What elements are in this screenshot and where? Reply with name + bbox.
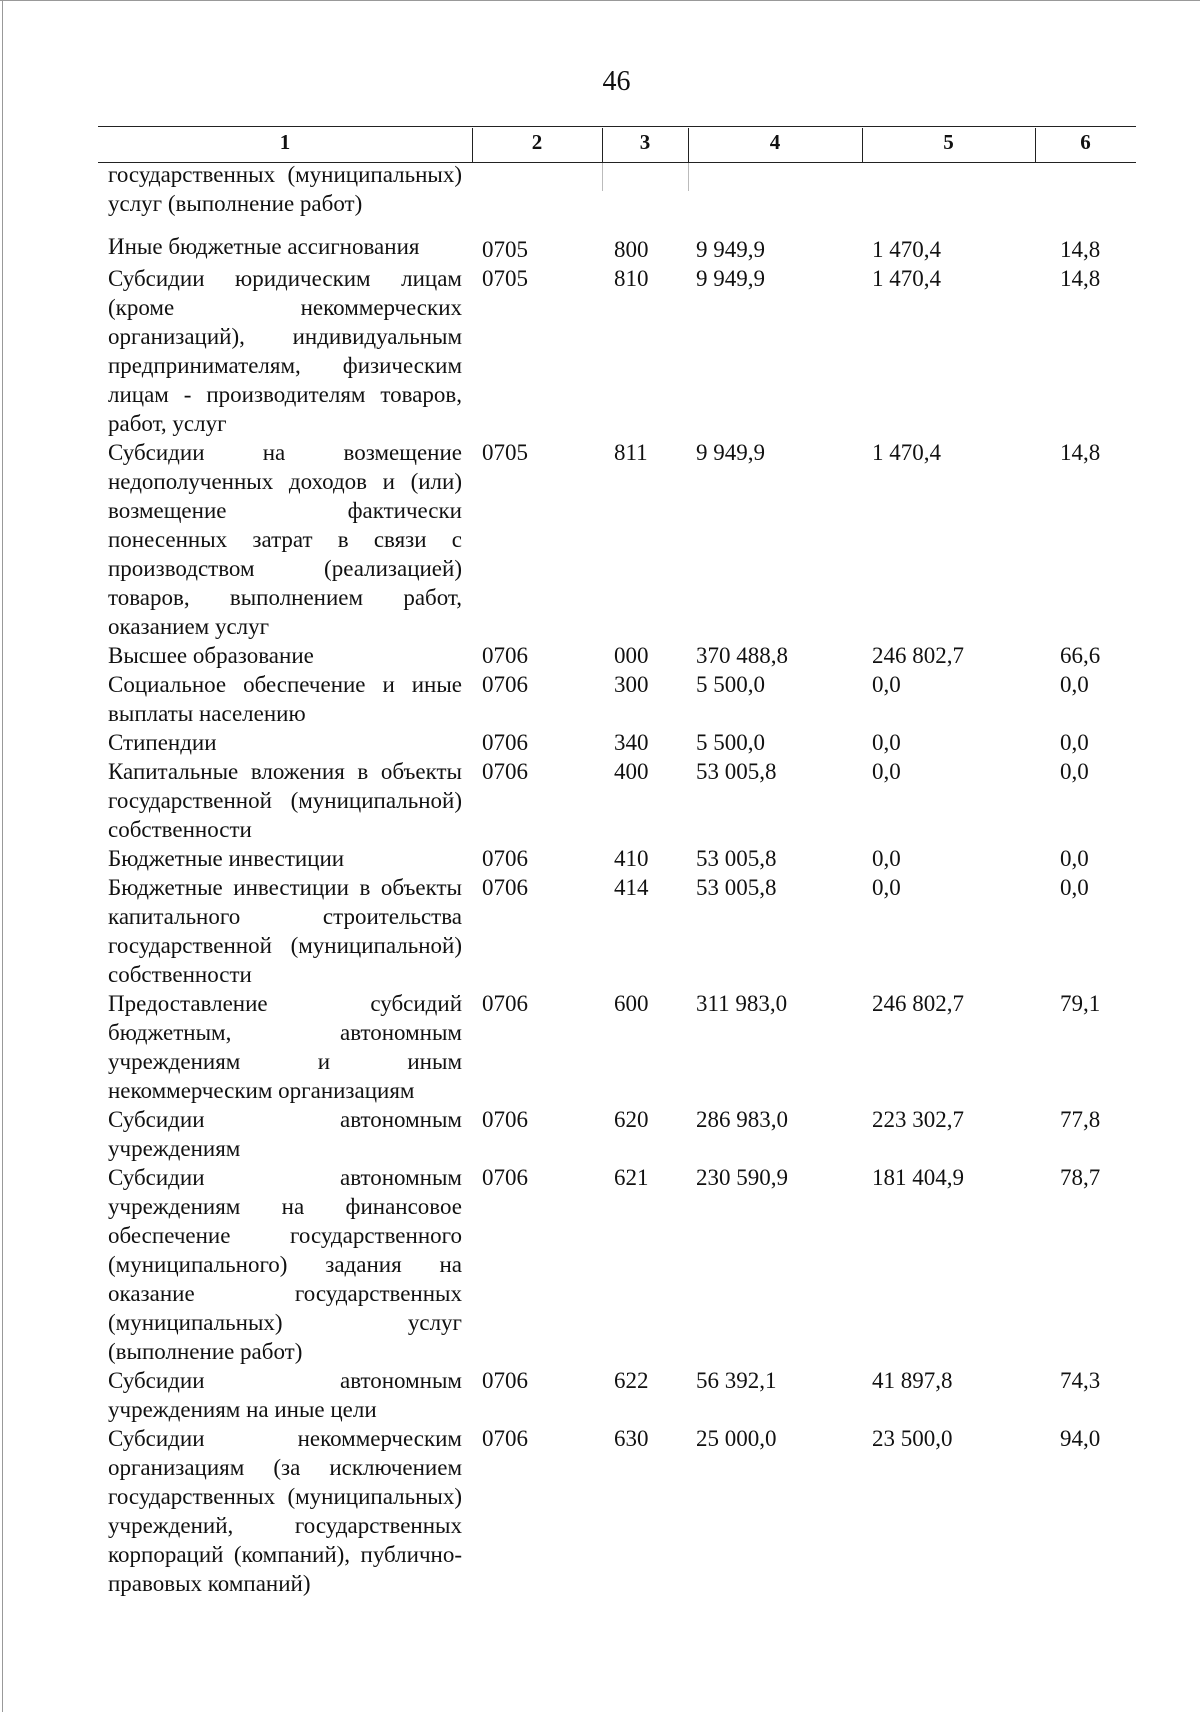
row-expense-type: 630 xyxy=(614,1426,649,1451)
row-gap xyxy=(108,218,1138,232)
row-fact: 1 470,4 xyxy=(872,237,941,262)
row-name: Высшее образование xyxy=(108,643,314,668)
table-row xyxy=(108,1105,1138,1163)
row-section-code: 0706 xyxy=(482,1165,528,1190)
row-fact: 0,0 xyxy=(872,875,901,900)
row-section-code: 0706 xyxy=(482,1107,528,1132)
row-name: Субсидии автономным учреждениям на финансовое обеспечение государственного (муниципального) задания на оказание государственных (муниципальных) услуг (выполнение работ) xyxy=(108,1165,462,1364)
row-expense-type: 622 xyxy=(614,1368,649,1393)
table-row xyxy=(108,670,1138,728)
row-section-code: 0706 xyxy=(482,1426,528,1451)
row-percent xyxy=(1046,160,1130,163)
row-name: Субсидии автономным учреждениям на иные цели xyxy=(108,1368,462,1422)
row-plan: 53 005,8 xyxy=(696,875,777,900)
row-fact: 223 302,7 xyxy=(872,1107,964,1132)
row-plan: 286 983,0 xyxy=(696,1107,788,1132)
row-percent: 14,8 xyxy=(1060,266,1101,291)
row-section-code: 0706 xyxy=(482,875,528,900)
row-name: Предоставление субсидий бюджетным, автономным учреждениям и иным некоммерческим организациям xyxy=(108,991,462,1103)
row-section-code: 0705 xyxy=(482,440,528,465)
row-fact: 41 897,8 xyxy=(872,1368,953,1393)
row-expense-type: 414 xyxy=(614,875,649,900)
table-row xyxy=(108,989,1138,1105)
row-expense-type: 621 xyxy=(614,1165,649,1190)
row-section-code: 0706 xyxy=(482,1368,528,1393)
row-section-code: 0705 xyxy=(482,266,528,291)
row-plan: 5 500,0 xyxy=(696,672,765,697)
row-name: Иные бюджетные ассигнования xyxy=(108,234,420,259)
header-col-4: 4 xyxy=(769,130,781,154)
row-percent: 78,7 xyxy=(1060,1165,1101,1190)
row-percent: 77,8 xyxy=(1060,1107,1101,1132)
row-fact: 1 470,4 xyxy=(872,266,941,291)
row-expense-type: 811 xyxy=(614,440,648,465)
header-col-3: 3 xyxy=(639,130,651,154)
row-percent: 79,1 xyxy=(1060,991,1101,1016)
row-plan: 53 005,8 xyxy=(696,759,777,784)
row-expense-type: 300 xyxy=(614,672,649,697)
row-section-code: 0706 xyxy=(482,643,528,668)
row-expense-type xyxy=(610,160,696,163)
row-percent: 0,0 xyxy=(1060,875,1089,900)
row-fact: 0,0 xyxy=(872,672,901,697)
page-number: 46 xyxy=(602,66,631,97)
row-percent: 14,8 xyxy=(1060,237,1101,262)
row-name: Капитальные вложения в объекты государственной (муниципальной) собственности xyxy=(108,759,462,842)
row-percent: 66,6 xyxy=(1060,643,1101,668)
header-rule-top xyxy=(98,126,1136,127)
page-edge-top xyxy=(0,0,1200,1)
row-expense-type: 600 xyxy=(614,991,649,1016)
row-expense-type: 800 xyxy=(614,237,649,262)
row-section-code xyxy=(462,160,610,163)
row-percent: 0,0 xyxy=(1060,846,1089,871)
table-row xyxy=(108,264,1138,438)
row-fact: 0,0 xyxy=(872,759,901,784)
row-name: государственных (муниципальных) услуг (выполнение работ) xyxy=(108,162,462,216)
row-percent: 74,3 xyxy=(1060,1368,1101,1393)
table-row xyxy=(108,844,1138,873)
row-plan: 53 005,8 xyxy=(696,846,777,871)
row-section-code: 0706 xyxy=(482,672,528,697)
row-plan: 9 949,9 xyxy=(696,440,765,465)
row-plan: 311 983,0 xyxy=(696,991,788,1016)
row-percent: 14,8 xyxy=(1060,440,1101,465)
row-section-code: 0706 xyxy=(482,846,528,871)
table-row xyxy=(108,232,1138,264)
row-fact: 1 470,4 xyxy=(872,440,941,465)
row-expense-type: 410 xyxy=(614,846,649,871)
row-section-code: 0705 xyxy=(482,237,528,262)
table-row xyxy=(108,1163,1138,1366)
row-expense-type: 340 xyxy=(614,730,649,755)
row-percent: 94,0 xyxy=(1060,1426,1101,1451)
table-row xyxy=(108,728,1138,757)
row-name: Субсидии на возмещение недополученных доходов и (или) возмещение фактически понесенных затрат в связи с производством (реализацией) товаров, выполнением работ, оказанием услуг xyxy=(108,440,462,639)
row-name: Субсидии автономным учреждениям xyxy=(108,1107,462,1161)
row-plan: 5 500,0 xyxy=(696,730,765,755)
row-plan: 25 000,0 xyxy=(696,1426,777,1451)
row-fact: 0,0 xyxy=(872,846,901,871)
row-name: Стипендии xyxy=(108,730,217,755)
row-percent: 0,0 xyxy=(1060,759,1089,784)
row-section-code: 0706 xyxy=(482,730,528,755)
table-row xyxy=(108,873,1138,989)
header-col-6: 6 xyxy=(1080,130,1091,154)
header-col-1: 1 xyxy=(279,130,291,154)
row-fact: 181 404,9 xyxy=(872,1165,964,1190)
row-section-code: 0706 xyxy=(482,991,528,1016)
row-plan: 9 949,9 xyxy=(696,266,765,291)
table-body xyxy=(108,160,1138,1598)
header-col-5: 5 xyxy=(943,130,954,154)
table-row xyxy=(108,1424,1138,1598)
row-percent: 0,0 xyxy=(1060,730,1089,755)
row-fact: 23 500,0 xyxy=(872,1426,953,1451)
row-section-code: 0706 xyxy=(482,759,528,784)
row-fact: 246 802,7 xyxy=(872,991,964,1016)
table-row xyxy=(108,160,1138,218)
row-plan: 9 949,9 xyxy=(696,237,765,262)
row-plan: 56 392,1 xyxy=(696,1368,777,1393)
row-expense-type: 810 xyxy=(614,266,649,291)
table-row xyxy=(108,641,1138,670)
row-name: Бюджетные инвестиции xyxy=(108,846,345,871)
row-percent: 0,0 xyxy=(1060,672,1089,697)
row-expense-type: 620 xyxy=(614,1107,649,1132)
row-fact: 0,0 xyxy=(872,730,901,755)
row-expense-type: 000 xyxy=(614,643,649,668)
row-plan: 370 488,8 xyxy=(696,643,788,668)
row-fact: 246 802,7 xyxy=(872,643,964,668)
header-col-2: 2 xyxy=(531,130,543,154)
row-plan xyxy=(696,160,870,163)
row-fact xyxy=(870,160,1046,163)
table-row xyxy=(108,757,1138,844)
row-name: Бюджетные инвестиции в объекты капитального строительства государственной (муниципальной) собственности xyxy=(108,875,462,987)
row-expense-type: 400 xyxy=(614,759,649,784)
row-name: Субсидии некоммерческим организациям (за исключением государственных (муниципальных) учреждений, государственных корпораций (компаний), публично-правовых компаний) xyxy=(108,1426,462,1596)
row-name: Субсидии юридическим лицам (кроме некоммерческих организаций), индивидуальным предпринимателям, физическим лицам - производителям товаров, работ, услуг xyxy=(108,266,462,436)
row-name: Социальное обеспечение и иные выплаты населению xyxy=(108,672,462,726)
row-plan: 230 590,9 xyxy=(696,1165,788,1190)
table-row xyxy=(108,438,1138,641)
page-edge-left xyxy=(2,0,3,1712)
table-row xyxy=(108,1366,1138,1424)
